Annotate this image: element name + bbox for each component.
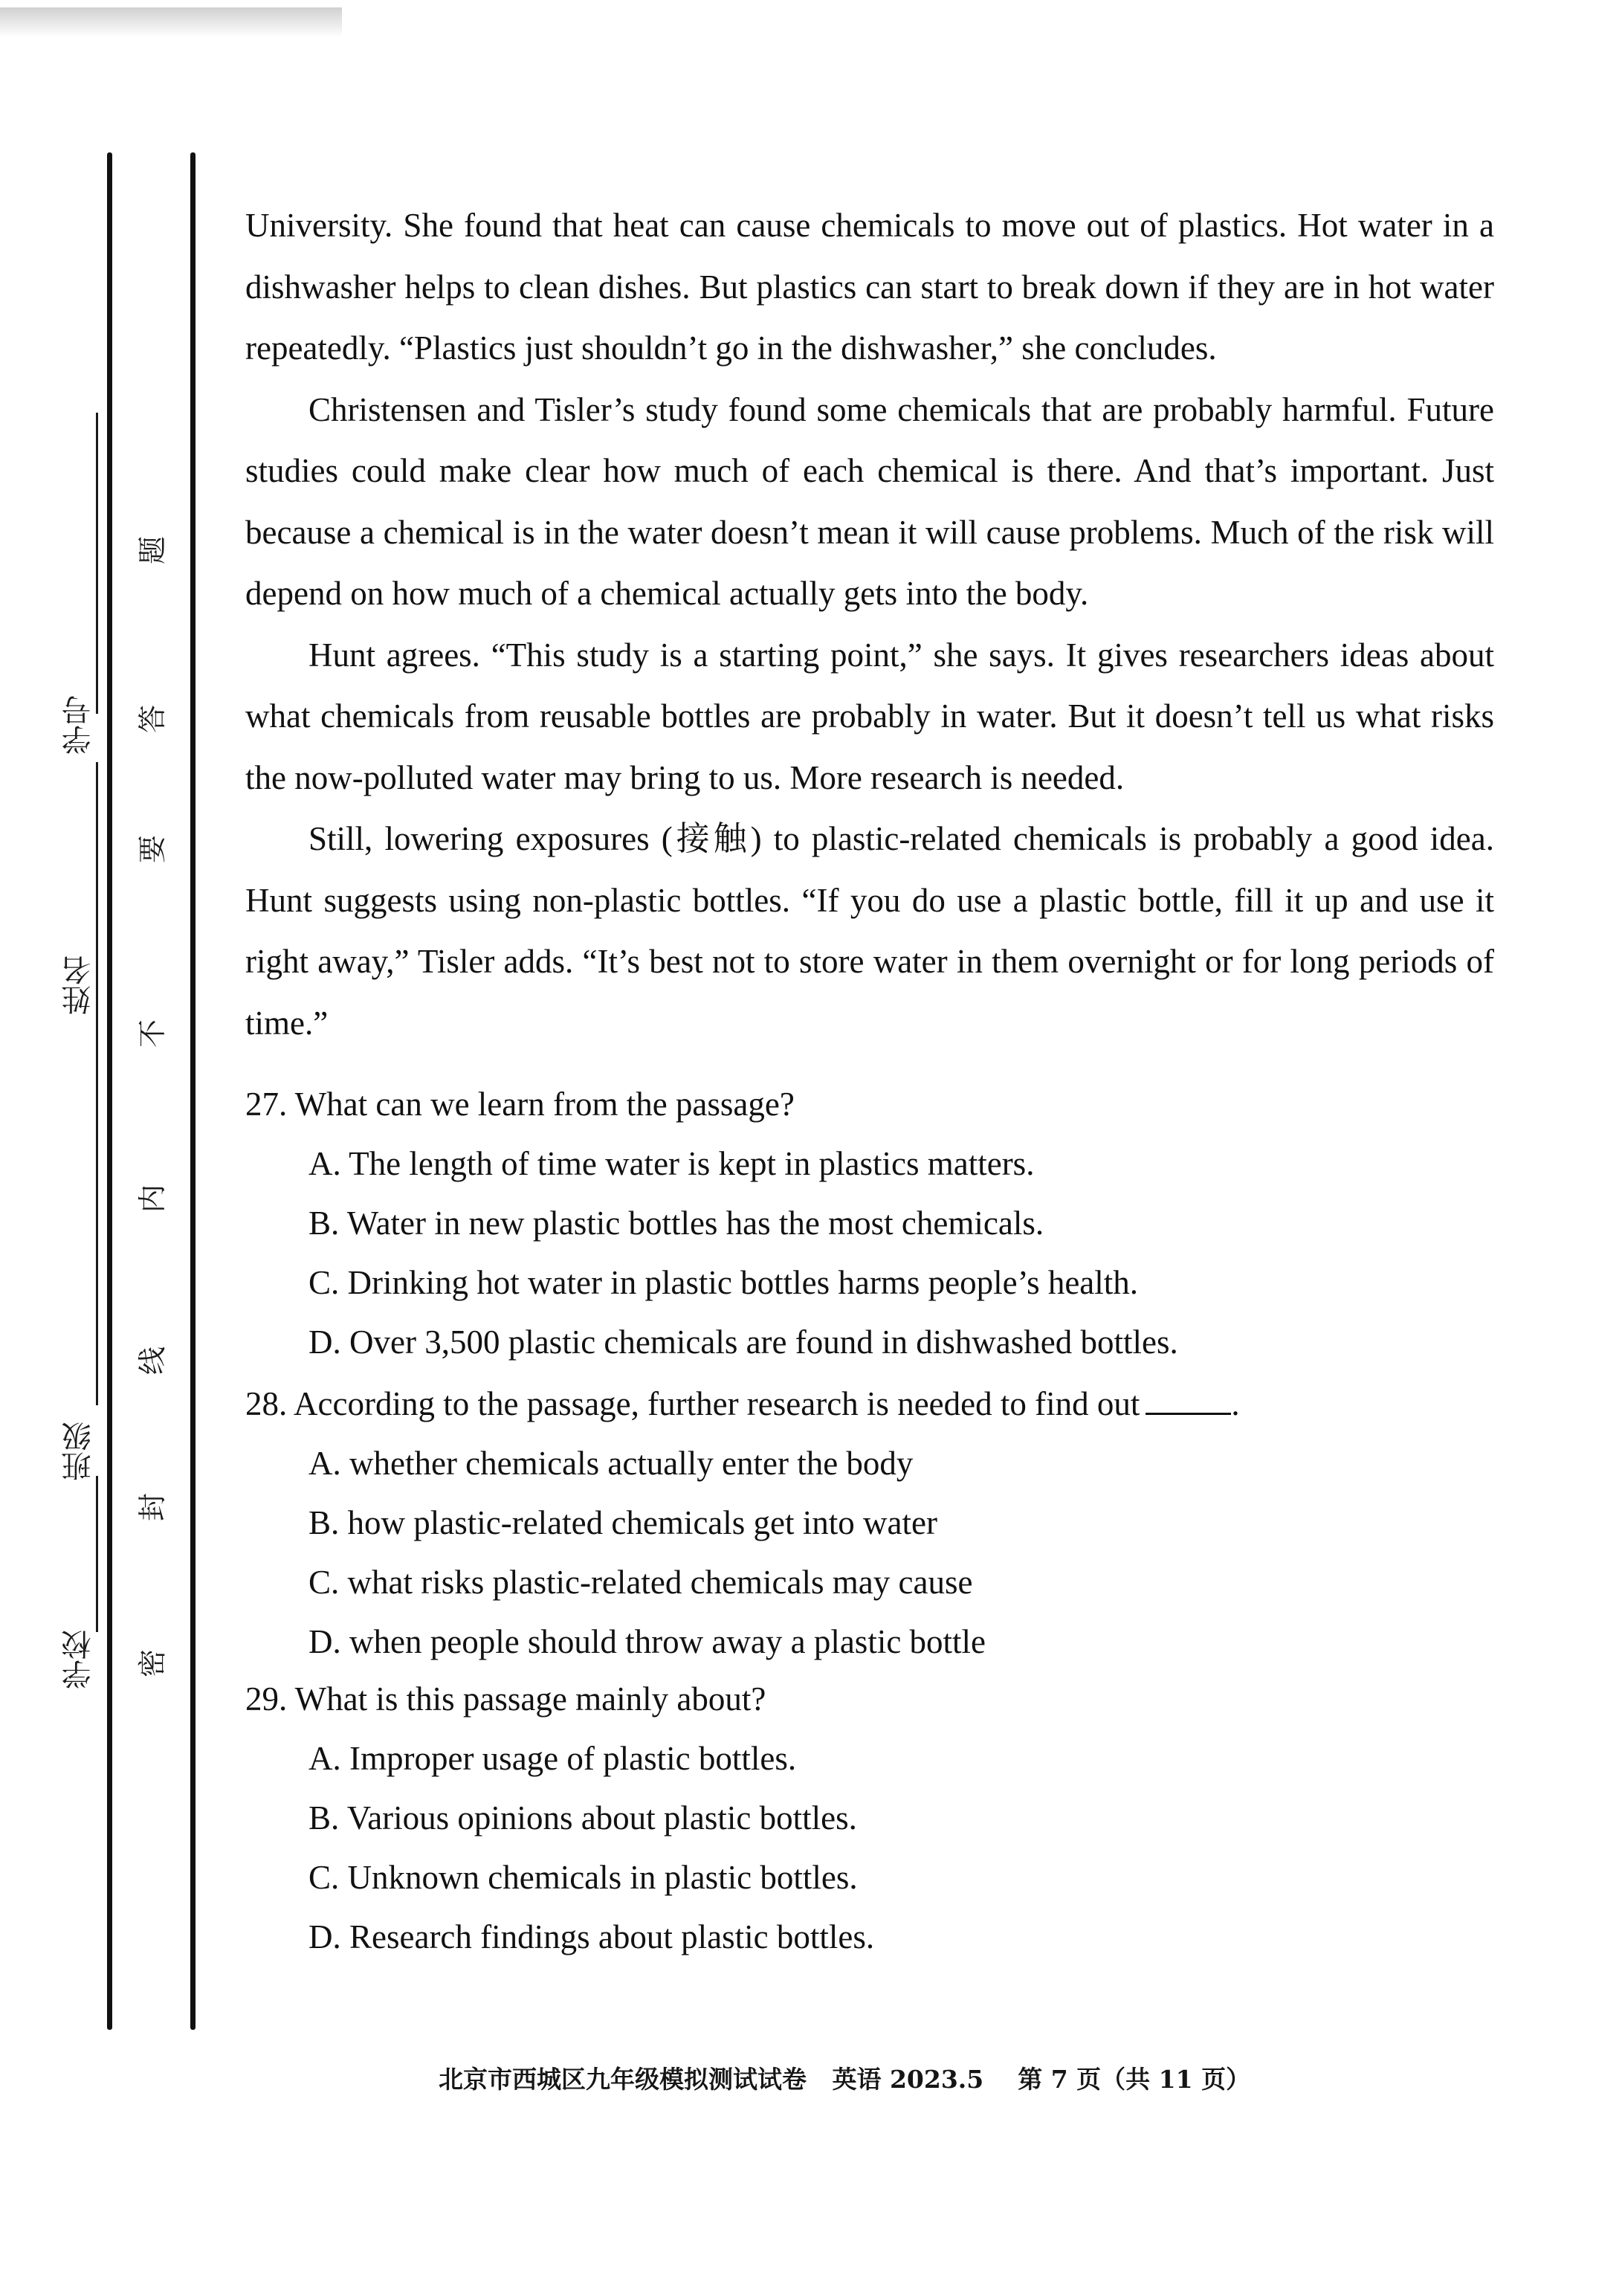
question-stem: 29. What is this passage mainly about? bbox=[245, 1680, 766, 1718]
question-stem bbox=[245, 1374, 1509, 1434]
answer-option[interactable]: D. Over 3,500 plastic chemicals are found in dishwashed bottles. bbox=[308, 1323, 1178, 1361]
question-stem: 27. What can we learn from the passage? bbox=[245, 1086, 795, 1123]
seal-char: 答 bbox=[136, 705, 169, 734]
passage-paragraph: Still, lowering exposures (接触) to plastic-related chemicals is probably a good idea. Hunt suggests using non-plastic bottles. “If you do use a plastic bottle, fill it up and use it right away,” Tisler adds. “It’s best not to store water in them overnight or for long periods of time.” bbox=[245, 820, 1494, 1042]
school-label: 学校 bbox=[62, 1630, 96, 1689]
question-28 bbox=[245, 1374, 1509, 1671]
answer-option[interactable]: A. The length of time water is kept in plastics matters. bbox=[308, 1145, 1035, 1182]
page-number: 第 7 页（共 11 页） bbox=[1018, 2065, 1251, 2094]
reading-passage bbox=[245, 195, 1494, 1054]
seal-char: 线 bbox=[136, 1347, 169, 1376]
answer-option[interactable]: A. whether chemicals actually enter the body bbox=[308, 1445, 914, 1482]
answer-option[interactable]: C. Drinking hot water in plastic bottles harms people’s health. bbox=[308, 1264, 1139, 1301]
seal-char: 内 bbox=[136, 1184, 169, 1213]
binding-line-outer bbox=[107, 152, 112, 2030]
answer-option[interactable]: B. how plastic-related chemicals get into water bbox=[308, 1504, 937, 1541]
seal-char: 封 bbox=[136, 1493, 169, 1522]
binding-line-inner bbox=[190, 152, 196, 2030]
class-underline bbox=[96, 1476, 98, 1632]
passage-paragraph: Hunt agrees. “This study is a starting point,” she says. It gives researchers ideas about what chemicals from reusable bottles are probably in water. But it doesn’t tell us what risks the now-polluted water may bring to us. More research is needed. bbox=[245, 636, 1494, 796]
subject-date: 英语 2023.5 bbox=[832, 2065, 984, 2094]
question-29 bbox=[245, 1669, 1509, 1967]
exam-title: 北京市西城区九年级模拟测试试卷 bbox=[439, 2065, 807, 2094]
answer-option[interactable]: C. Unknown chemicals in plastic bottles. bbox=[308, 1859, 858, 1896]
answer-option[interactable]: D. when people should throw away a plastic bottle bbox=[308, 1623, 986, 1660]
student-id-underline bbox=[96, 413, 98, 714]
seal-char: 密 bbox=[136, 1649, 169, 1678]
answer-option[interactable]: A. Improper usage of plastic bottles. bbox=[308, 1740, 797, 1777]
question-stem-text: 28. According to the passage, further research is needed to find out bbox=[245, 1385, 1140, 1422]
answer-option[interactable]: B. Various opinions about plastic bottles. bbox=[308, 1799, 857, 1837]
seal-char: 要 bbox=[136, 835, 169, 864]
answer-blank bbox=[1146, 1384, 1231, 1415]
scan-edge-shadow bbox=[0, 7, 342, 37]
passage-paragraph: Christensen and Tisler’s study found some chemicals that are probably harmful. Future studies could make clear how much of each chemical is there. And that’s important. Just because a chemical is in the water doesn’t mean it will cause problems. Much of the risk will depend on how much of a chemical actually gets into the body. bbox=[245, 390, 1494, 612]
seal-char: 题 bbox=[136, 536, 169, 565]
answer-option[interactable]: C. what risks plastic-related chemicals may cause bbox=[308, 1564, 973, 1601]
class-label: 班级 bbox=[62, 1422, 96, 1481]
answer-option[interactable]: D. Research findings about plastic bottles. bbox=[308, 1918, 875, 1955]
question-27 bbox=[245, 1074, 1509, 1372]
name-label: 姓名 bbox=[62, 955, 96, 1015]
student-id-label: 学号 bbox=[62, 695, 96, 755]
passage-paragraph: University. She found that heat can cause chemicals to move out of plastics. Hot water in a dishwasher helps to clean dishes. But plastics can start to break down if they are in hot water repeatedly. “Plastics just shouldn’t go in the dishwasher,” she concludes. bbox=[245, 207, 1494, 367]
name-underline bbox=[96, 1007, 98, 1405]
blank-suffix: . bbox=[1231, 1385, 1240, 1422]
seal-char: 不 bbox=[136, 1019, 169, 1048]
answer-option[interactable]: B. Water in new plastic bottles has the most chemicals. bbox=[308, 1205, 1044, 1242]
page-footer bbox=[439, 2063, 1250, 2096]
